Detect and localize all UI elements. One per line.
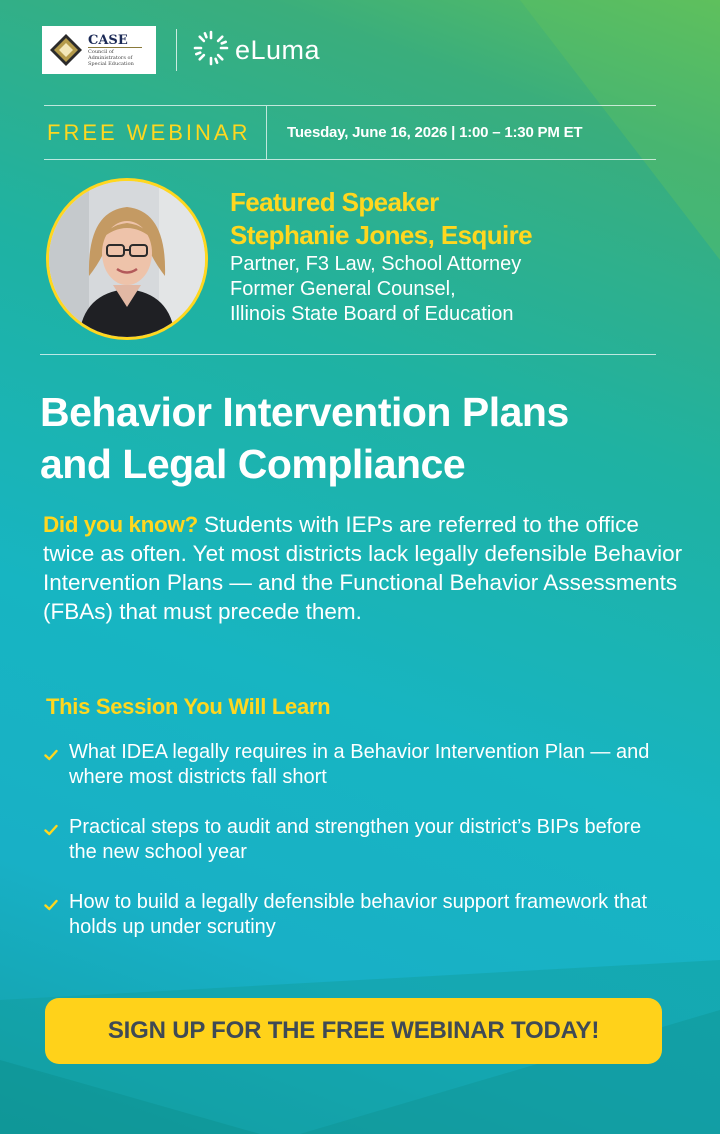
case-logo[interactable] (42, 26, 156, 74)
learn-item-text: How to build a legally defensible behavior support framework that holds up under scrutiny (69, 891, 648, 938)
learn-item-text: Practical steps to audit and strengthen your district’s BIPs before the new school year (69, 816, 642, 863)
divider-speaker (40, 354, 656, 355)
list-item (44, 740, 664, 790)
speaker-name: Stephanie Jones, Esquire (230, 220, 533, 250)
speaker-detail: Partner, F3 Law, School Attorney (230, 253, 522, 275)
learn-item-text: What IDEA legally requires in a Behavior Intervention Plan — and where most districts fall short (69, 741, 650, 788)
eluma-logo[interactable] (193, 30, 320, 70)
intro-body: Students with IEPs are referred to the office twice as often. Yet most districts lack legally defensible Behavior Intervention Plans — and the Functional Behavior Assessments (FBAs) that must precede them. (43, 512, 683, 624)
event-date-time: Tuesday, June 16, 2026 | 1:00 – 1:30 PM ET (287, 124, 583, 141)
webinar-info-bar (44, 106, 656, 159)
learn-heading: This Session You Will Learn (46, 694, 331, 719)
bar-divider (266, 106, 267, 159)
logo-divider (176, 29, 177, 71)
list-item (44, 890, 664, 940)
event-type-label: FREE WEBINAR (47, 119, 251, 145)
case-logo-icon (48, 32, 84, 68)
learn-list (44, 740, 664, 965)
eluma-sunburst-icon (193, 30, 229, 70)
divider-bottom (44, 159, 656, 160)
speaker-info (230, 186, 532, 327)
intro-paragraph (43, 510, 683, 626)
intro-lead: Did you know? (43, 512, 198, 537)
webinar-title (40, 386, 690, 490)
logo-row (42, 26, 320, 74)
case-logo-subtitle: Council of Administrators of Special Education (88, 48, 134, 67)
title-line: Behavior Intervention Plans (40, 389, 569, 435)
speaker-detail: Illinois State Board of Education (230, 303, 514, 325)
checkmark-icon (44, 746, 58, 765)
checkmark-icon (44, 896, 58, 915)
title-line: and Legal Compliance (40, 441, 466, 487)
speaker-label: Featured Speaker (230, 187, 439, 217)
case-logo-wordmark: CASE (88, 34, 142, 48)
eluma-wordmark: eLuma (235, 34, 321, 65)
speaker-detail: Former General Counsel, (230, 278, 456, 300)
speaker-photo (46, 178, 208, 340)
checkmark-icon (44, 821, 58, 840)
list-item (44, 815, 664, 865)
signup-button[interactable]: SIGN UP FOR THE FREE WEBINAR TODAY! (45, 998, 662, 1064)
